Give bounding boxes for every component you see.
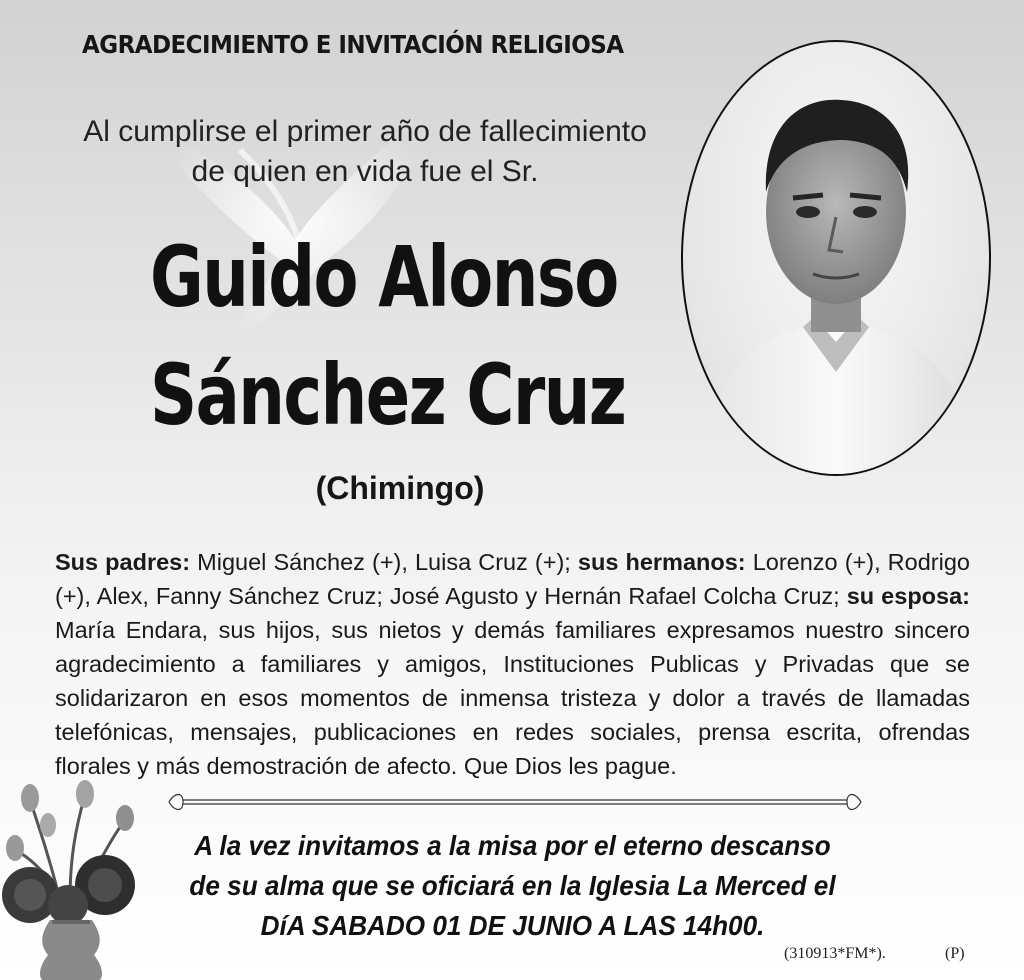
intro-line-1: Al cumplirse el primer año de fallecimiento xyxy=(83,115,647,148)
notice-heading: AGRADECIMIENTO E INVITACIÓN RELIGIOSA xyxy=(82,30,624,59)
intro-line-2: de quien en vida fue el Sr. xyxy=(191,155,539,188)
name-line-2: Sánchez Cruz xyxy=(150,346,626,444)
invitation-line-1: A la vez invitamos a la misa por el eterno descanso xyxy=(194,830,831,861)
parents-label: Sus padres: xyxy=(55,549,191,575)
invitation-line-3: DíA SABADO 01 DE JUNIO A LAS 14h00. xyxy=(260,910,765,941)
name-line-1: Guido Alonso xyxy=(150,228,618,326)
invitation-line-2: de su alma que se oficiará en la Iglesia La Merced el xyxy=(189,870,836,901)
mass-invitation xyxy=(168,826,857,946)
flower-vase-icon xyxy=(0,780,150,980)
parents-text: Miguel Sánchez (+), Luisa Cruz (+); xyxy=(190,549,578,575)
nickname: (Chimingo) xyxy=(315,470,485,506)
deceased-name xyxy=(150,218,626,454)
intro-text xyxy=(40,112,690,192)
spouse-label: su esposa: xyxy=(846,583,970,609)
acknowledgment-paragraph xyxy=(55,545,970,783)
portrait-photo xyxy=(681,40,991,476)
spouse-text: María Endara, sus hijos, sus nietos y demás familiares expresamos nuestro sincero agradecimiento a familiares y amigos, Instituciones Publicas y Privadas que se solidarizaron en esos momentos de inmensa tristeza y dolor a través de llamadas telefónicas, mensajes, publicaciones en redes sociales, prensa escrita, ofrendas florales y más demostración de afecto. Que Dios les pague. xyxy=(55,617,970,779)
reference-code: (310913*FM*). xyxy=(784,945,886,962)
ornamental-divider xyxy=(165,790,865,814)
siblings-label: sus hermanos: xyxy=(577,549,746,575)
publication-tag: (P) xyxy=(945,945,965,962)
siblings-text: Lorenzo (+), Rodrigo (+), Alex, Fanny Sánchez Cruz; José Agusto y Hernán Rafael Colcha Cruz; xyxy=(55,549,970,609)
